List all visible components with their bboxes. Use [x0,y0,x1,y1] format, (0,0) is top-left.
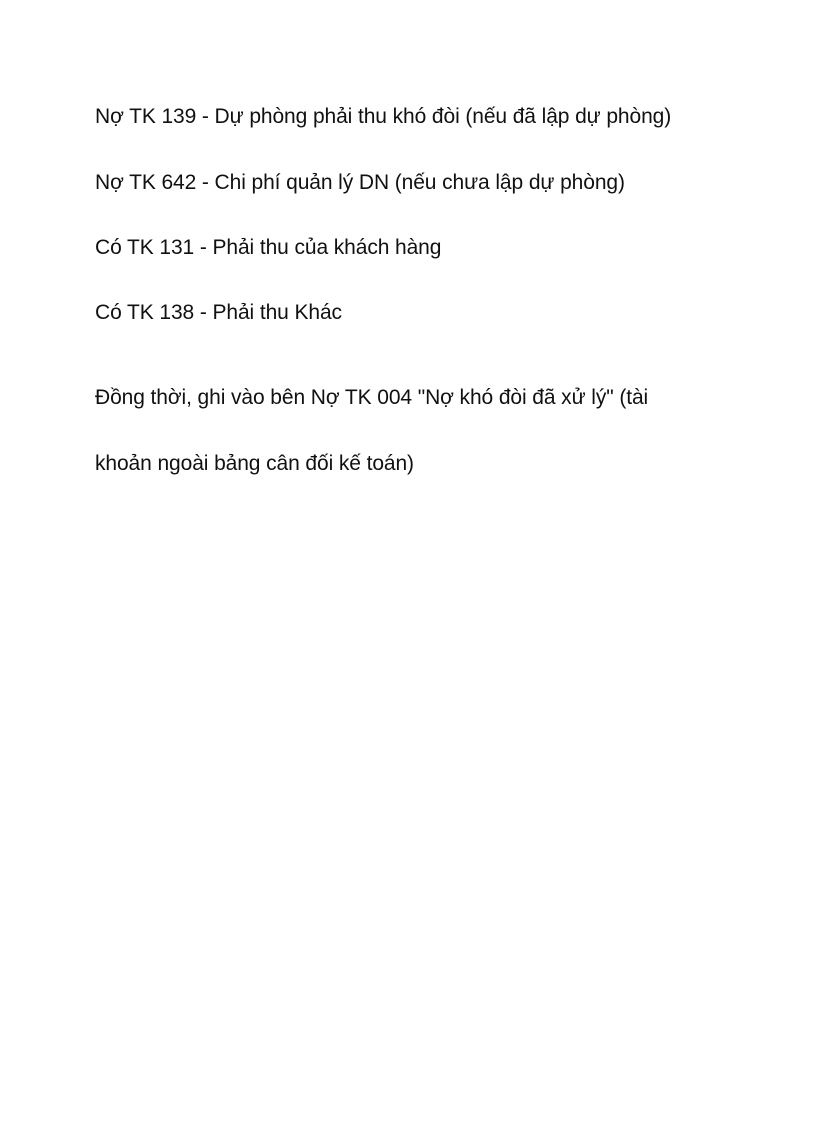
credit-entry-tk131: Có TK 131 - Phải thu của khách hàng [95,236,442,259]
debit-entry-tk642: Nợ TK 642 - Chi phí quản lý DN (nếu chưa lập dự phòng) [95,171,625,194]
credit-entry-tk138: Có TK 138 - Phải thu Khác [95,301,342,324]
note-line-1: Đồng thời, ghi vào bên Nợ TK 004 "Nợ khó đòi đã xử lý" (tài [95,386,649,409]
debit-entry-tk139: Nợ TK 139 - Dự phòng phải thu khó đòi (nếu đã lập dự phòng) [95,105,672,128]
note-line-2: khoản ngoài bảng cân đối kế toán) [95,452,414,475]
